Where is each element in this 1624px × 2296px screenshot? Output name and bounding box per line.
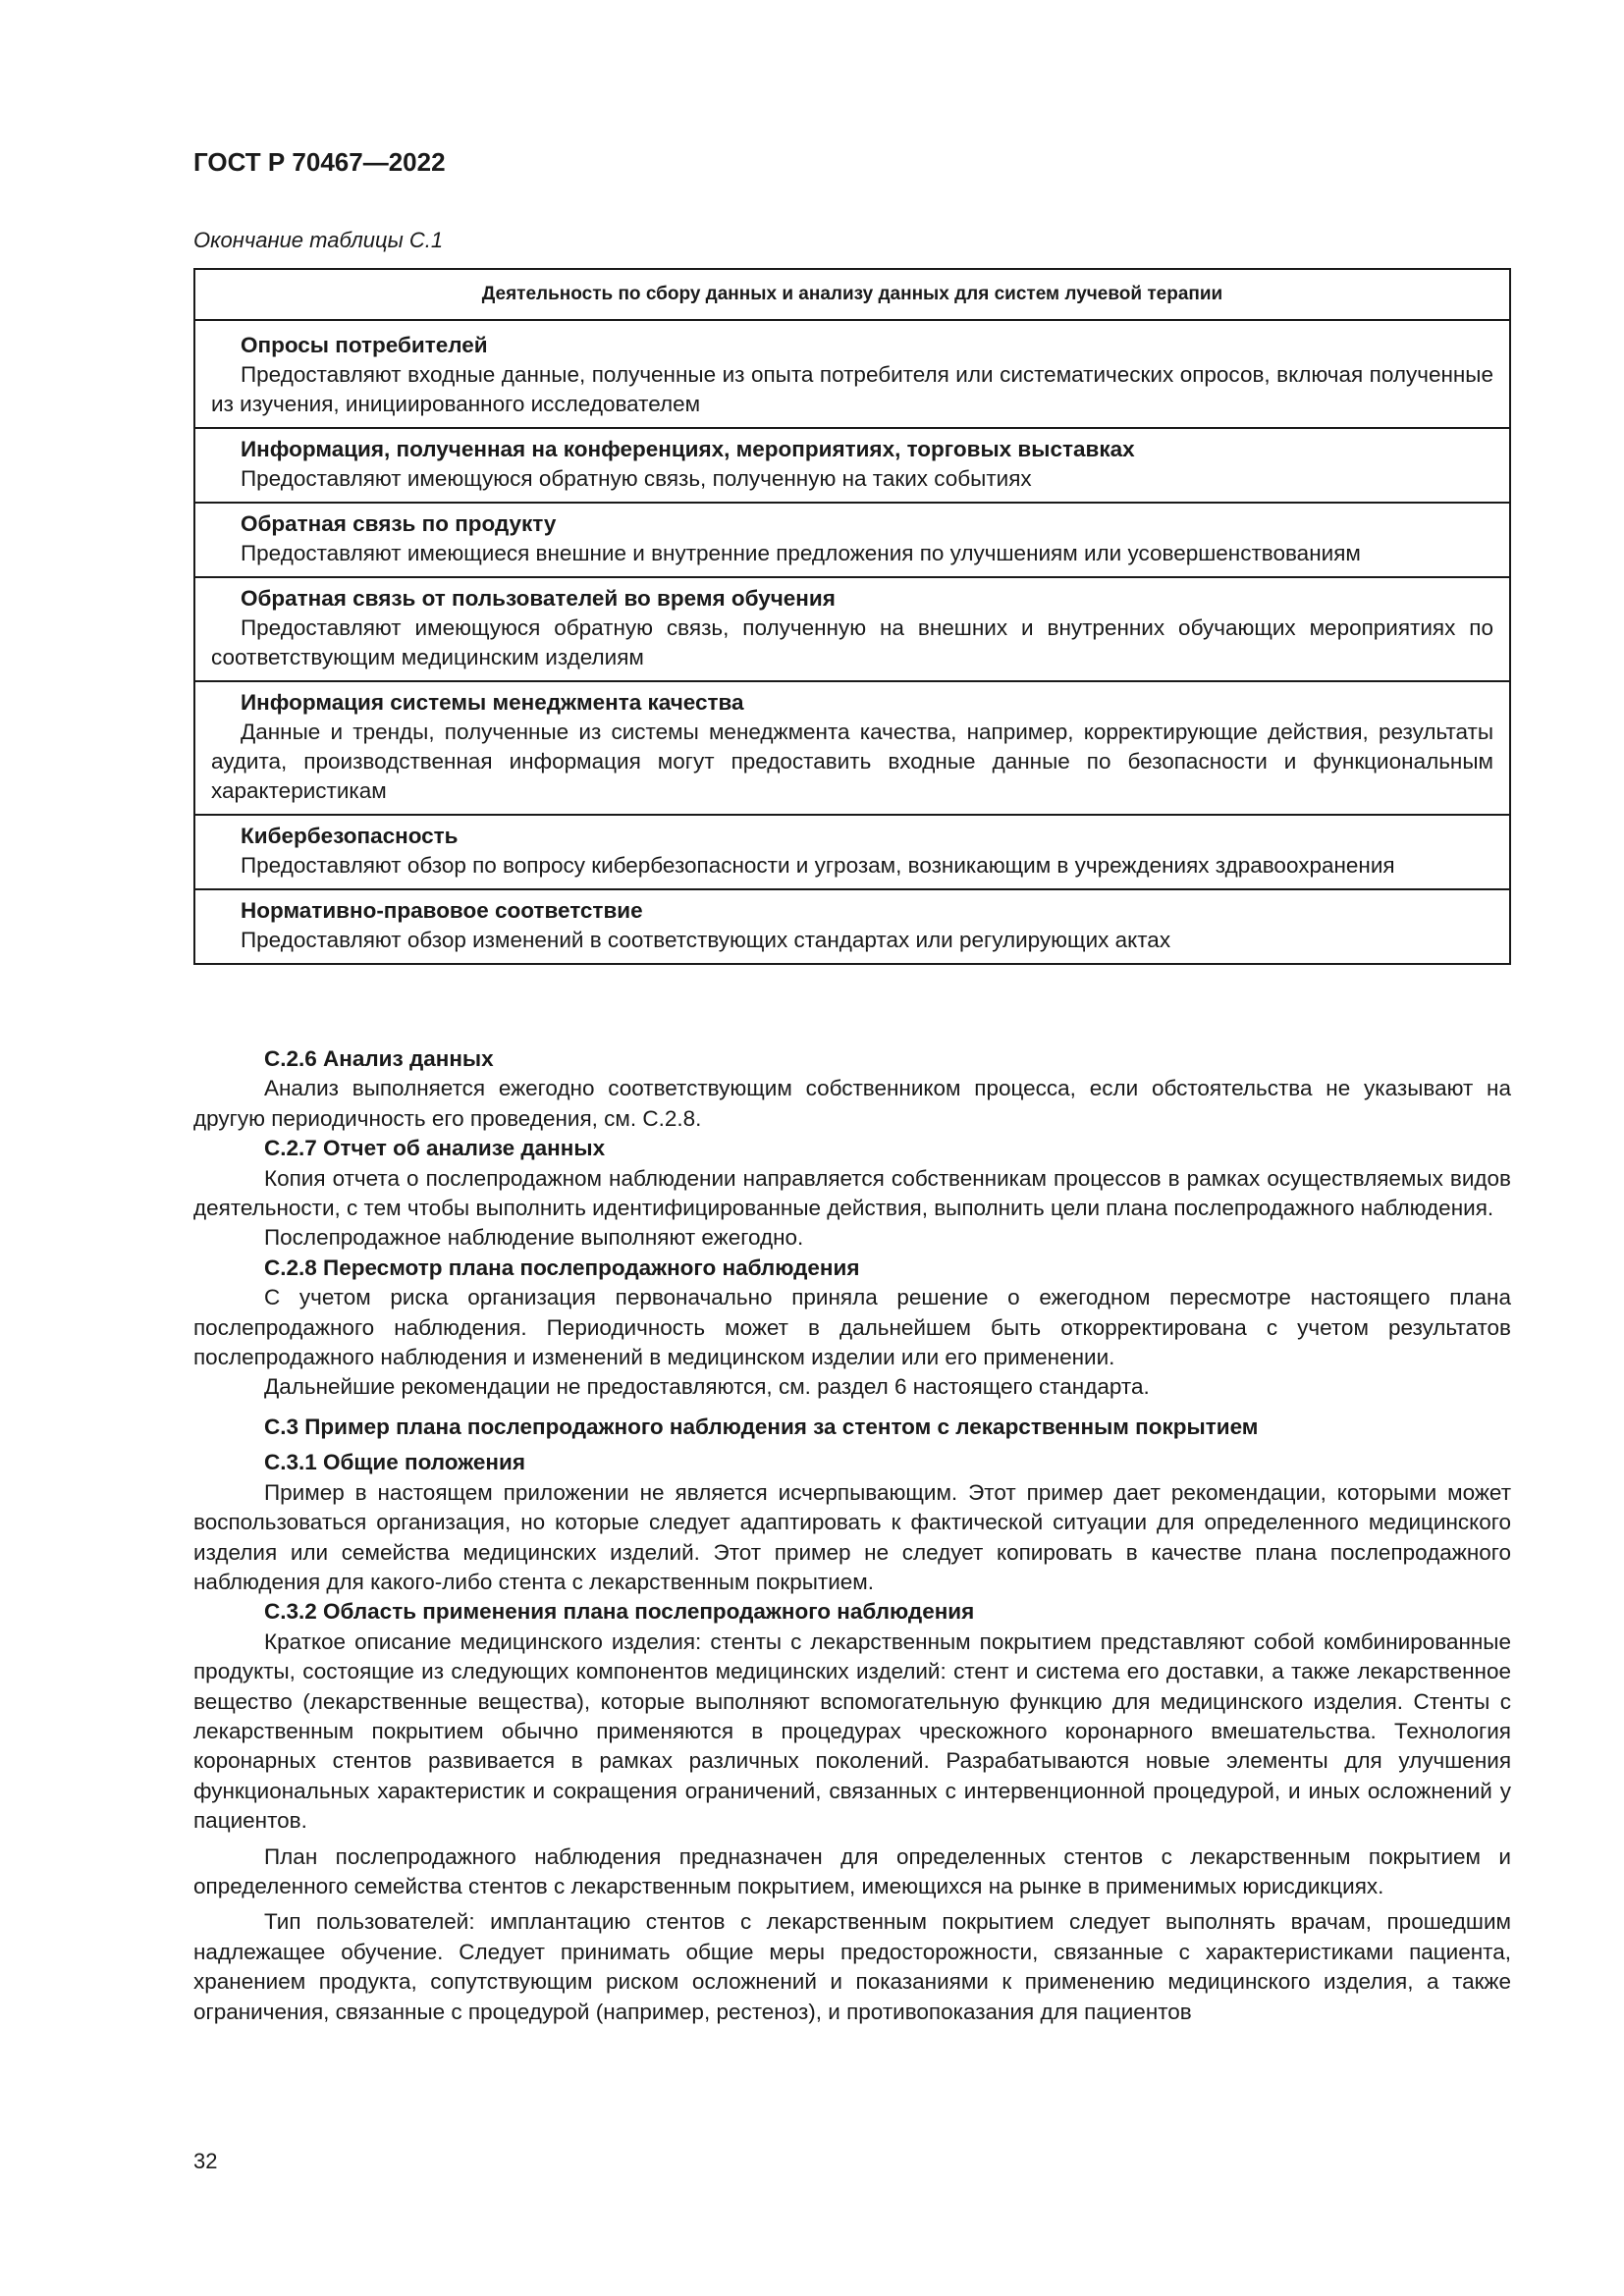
table-row-text: Предоставляют входные данные, полученные из опыта потребителя или систематических опросов, включая полученные из изучения, инициированного исследователем (211, 362, 1493, 416)
table-row (194, 815, 1510, 889)
table-row-text: Предоставляют имеющиеся внешние и внутренние предложения по улучшениям или усовершенствованиям (241, 541, 1361, 565)
paragraph: Тип пользователей: имплантацию стентов с лекарственным покрытием следует выполнять врачам, прошедшим надлежащее обучение. Следует принимать общие меры предосторожности, связанные с характеристиками пациента, хранением продукта, сопутствующим риском осложнений и показаниями к применению медицинского изделия, а также ограничения, связанные с процедурой (например, рестеноз), и противопоказания для пациентов (193, 1909, 1511, 2024)
table-row-text: Предоставляют обзор по вопросу кибербезопасности и угрозам, возникающим в учреждениях здравоохранения (241, 853, 1395, 878)
paragraph: Копия отчета о послепродажном наблюдении направляется собственникам процессов в рамках осуществляемых видов деятельности, с тем чтобы выполнить идентифицированные действия, выполнить цели плана послепродажного наблюдения. (193, 1165, 1511, 1221)
table-row (194, 503, 1510, 577)
table-row (194, 428, 1510, 503)
section-heading-c32: С.3.2 Область применения плана послепродажного наблюдения (264, 1599, 975, 1625)
paragraph: Пример в настоящем приложении не является исчерпывающим. Этот пример дает рекомендации, которыми может воспользоваться организация, но которые следует адаптировать к фактической ситуации для определенного медицинского изделия или семейства медицинских изделий. Этот пример не следует копировать в качестве плана послепродажного наблюдения для какого-либо стента с лекарственным покрытием. (193, 1479, 1511, 1594)
paragraph: План послепродажного наблюдения предназначен для определенных стентов с лекарственным покрытием и определенного семейства стентов с лекарственным покрытием, имеющихся на рынке в применимых юрисдикциях. (193, 1843, 1511, 1898)
paragraph: Анализ выполняется ежегодно соответствующим собственником процесса, если обстоятельства не указывают на другую периодичность его проведения, см. С.2.8. (193, 1076, 1511, 1131)
section-heading-c31: С.3.1 Общие положения (264, 1450, 525, 1475)
paragraph: Краткое описание медицинского изделия: стенты с лекарственным покрытием представляют собой комбинированные продукты, состоящие из следующих компонентов медицинских изделий: стент и система его доставки, а также лекарственное вещество (лекарственные вещества), которые выполняют вспомогательную функцию для медицинского изделия. Стенты с лекарственным покрытием обычно применяются в процедурах чрескожного коронарного вмешательства. Технология коронарных стентов развивается в рамках различных поколений. Разрабатываются новые элементы для улучшения функциональных характеристик и сокращения ограничений, связанных с интервенционной процедурой, и иных осложнений у пациентов. (193, 1629, 1511, 1834)
table-row-title: Информация системы менеджмента качества (241, 690, 744, 715)
table-row-text: Предоставляют имеющуюся обратную связь, полученную на таких событиях (241, 466, 1032, 491)
section-heading-c28: С.2.8 Пересмотр плана послепродажного наблюдения (264, 1255, 860, 1280)
section-heading-c27: С.2.7 Отчет об анализе данных (264, 1136, 606, 1161)
table-row-title: Опросы потребителей (241, 333, 488, 357)
section-heading-c26: С.2.6 Анализ данных (264, 1046, 494, 1071)
body-text (193, 1044, 1511, 2027)
document-id: ГОСТ Р 70467—2022 (193, 147, 446, 177)
table-row (194, 577, 1510, 681)
table-caption: Окончание таблицы С.1 (193, 228, 444, 252)
table-row-text: Данные и тренды, полученные из системы менеджмента качества, например, корректирующие действия, результаты аудита, производственная информация могут предоставить входные данные по безопасности и функциональным характеристикам (211, 720, 1493, 803)
table-row-title: Обратная связь по продукту (241, 511, 557, 536)
table-row (194, 320, 1510, 428)
table-row-title: Информация, полученная на конференциях, мероприятиях, торговых выставках (241, 437, 1135, 461)
table-row-title: Кибербезопасность (241, 824, 459, 848)
paragraph: С учетом риска организация первоначально приняла решение о ежегодном пересмотре настоящего плана послепродажного наблюдения. Периодичность может в дальнейшем быть откорректирована с учетом результатов послепродажного наблюдения и изменений в медицинском изделии или его применении. (193, 1285, 1511, 1370)
page-number: 32 (193, 2149, 218, 2173)
table-row-title: Обратная связь от пользователей во время обучения (241, 586, 836, 611)
paragraph: Послепродажное наблюдение выполняют ежегодно. (264, 1225, 804, 1251)
section-heading-c3: С.3 Пример плана послепродажного наблюдения за стентом с лекарственным покрытием (264, 1414, 1259, 1439)
table-column-header: Деятельность по сбору данных и анализу данных для систем лучевой терапии (194, 269, 1510, 320)
table-row (194, 681, 1510, 815)
table-row (194, 889, 1510, 964)
table-row-text: Предоставляют имеющуюся обратную связь, полученную на внешних и внутренних обучающих мероприятиях по соответствующим медицинским изделиям (211, 615, 1493, 669)
paragraph: Дальнейшие рекомендации не предоставляются, см. раздел 6 настоящего стандарта. (264, 1374, 1150, 1400)
table-c1 (193, 268, 1511, 965)
table-row-title: Нормативно-правовое соответствие (241, 898, 643, 923)
table-row-text: Предоставляют обзор изменений в соответствующих стандартах или регулирующих актах (241, 928, 1171, 952)
